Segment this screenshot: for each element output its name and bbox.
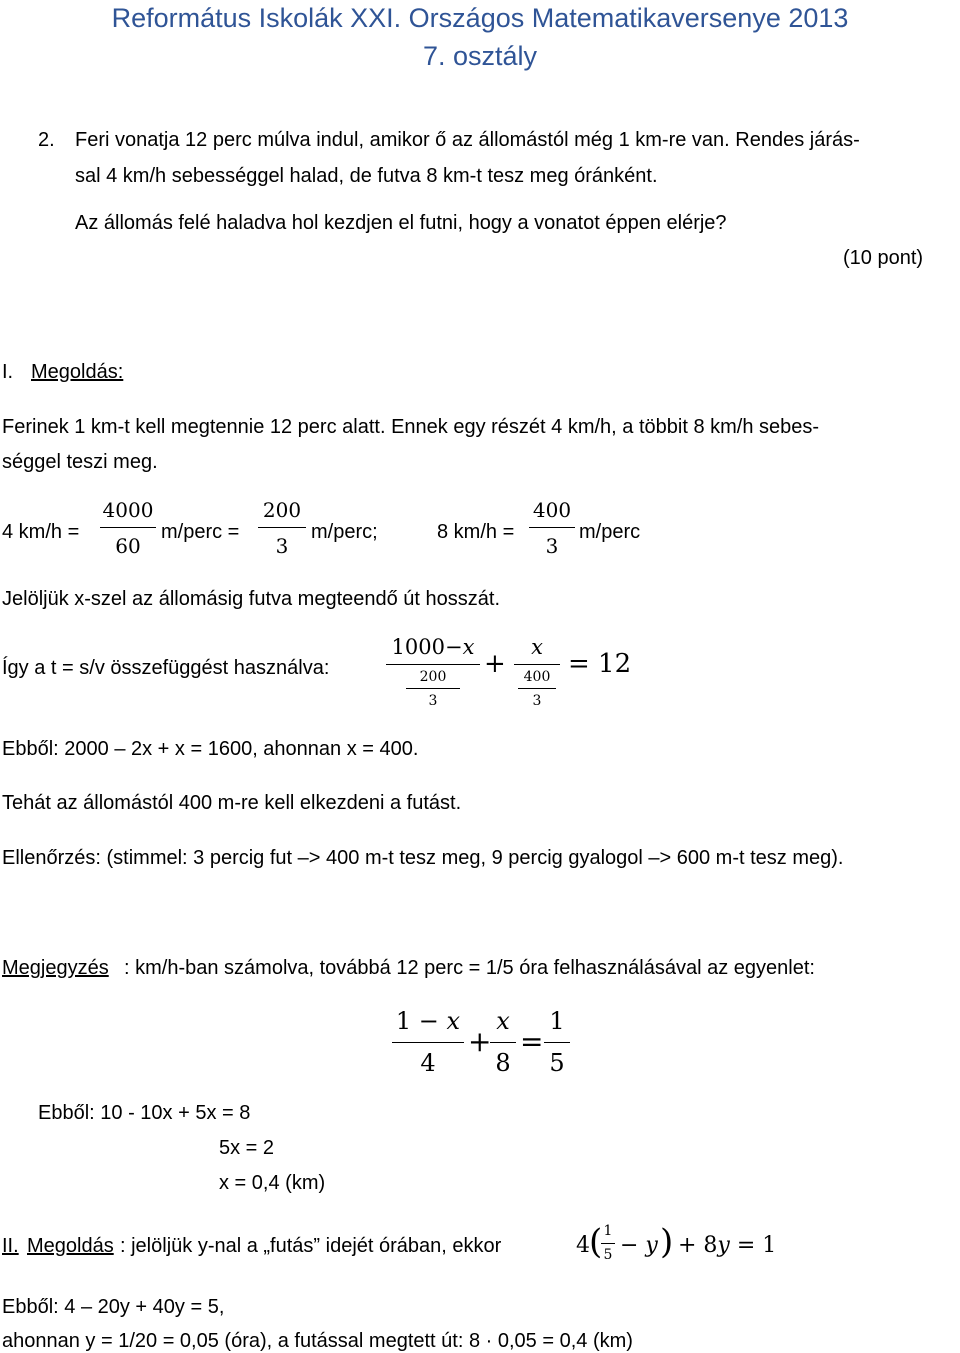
- conv-a-label: 4 km/h =: [2, 521, 80, 543]
- problem-line-1: Feri vonatja 12 perc múlva indul, amikor ő az állomástól még 1 km-re van. Rendes járás-: [75, 129, 860, 151]
- grade-title: 7. osztály: [422, 41, 538, 71]
- fraction-bar: [100, 527, 156, 528]
- conv-b-label: 8 km/h =: [437, 521, 515, 543]
- conclusion-line: Tehát az állomástól 400 m-re kell elkezdeni a futást.: [2, 792, 462, 814]
- conv-a2-denominator: 3: [275, 534, 289, 558]
- note-step-3: x = 0,4 (km): [219, 1172, 326, 1194]
- equation-fraction-1: [386, 634, 480, 714]
- equation-fraction-1-inner-denominator: 3: [428, 693, 438, 709]
- fraction-bar: [258, 527, 306, 528]
- solution-2-fraction-denominator: 5: [603, 1247, 613, 1263]
- equation-fraction-1-inner-numerator: 200: [419, 669, 447, 685]
- problem-number: 2.: [38, 129, 55, 151]
- check-line: Ellenőrzés: (stimmel: 3 percig fut –> 400 m-t tesz meg, 9 percig gyalogol –> 600 m-t tesz meg).: [2, 847, 844, 869]
- note-fraction-1-numerator: 1 − 𝑥: [395, 1007, 461, 1035]
- solution-2-fraction-numerator: 1: [603, 1223, 613, 1239]
- conv-b-fraction: [529, 498, 575, 564]
- conv-a-fraction: [100, 498, 156, 564]
- fraction-bar: [386, 664, 480, 665]
- note-fraction-2-numerator: 𝑥: [496, 1007, 510, 1035]
- equation-rhs: = 12: [568, 649, 632, 679]
- equation-intro: Így a t = s/v összefüggést használva:: [2, 657, 330, 679]
- solution-1-para-line-1: Ferinek 1 km-t kell megtennie 12 perc alatt. Ennek egy részét 4 km/h, a többit 8 km/h sebes-: [2, 416, 820, 438]
- solution-2-heading: Megoldás: [27, 1235, 114, 1257]
- fraction-bar: [392, 1042, 464, 1043]
- solution-1-para-line-2: séggel teszi meg.: [2, 451, 158, 473]
- result-line: Ebből: 2000 – 2x + x = 1600, ahonnan x = 400.: [2, 738, 419, 760]
- conv-a-denominator: 60: [115, 534, 141, 558]
- note-step-2: 5x = 2: [219, 1137, 275, 1159]
- conv-b-denominator: 3: [545, 534, 559, 558]
- note-fraction-1: [392, 1006, 464, 1080]
- conv-a2-fraction: [258, 498, 306, 564]
- solution-2-fraction: [601, 1222, 615, 1268]
- note-label: Megjegyzés: [2, 957, 109, 979]
- equation-fraction-2-inner-denominator: 3: [532, 693, 542, 709]
- fraction-bar: [406, 688, 460, 689]
- problem-line-3: Az állomás felé haladva hol kezdjen el futni, hogy a vonatot éppen elérje?: [75, 212, 727, 234]
- solution-2-left-paren: (: [589, 1222, 603, 1262]
- note-equation-plus: +: [468, 1025, 492, 1058]
- note-fraction-3-denominator: 5: [549, 1049, 565, 1077]
- solution-2-text: : jelöljük y-nal a „futás” idejét órában, ekkor: [120, 1235, 502, 1257]
- conv-a2-numerator: 200: [262, 498, 302, 522]
- note-equation-equals: =: [520, 1025, 544, 1058]
- note-fraction-2: [490, 1006, 516, 1080]
- solution-2-line-2: ahonnan y = 1/20 = 0,05 (óra), a futással megtett út: 8 · 0,05 = 0,4 (km): [2, 1330, 633, 1352]
- let-x-line: Jelöljük x-szel az állomásig futva megteendő út hosszát.: [2, 588, 501, 610]
- note-fraction-1-denominator: 4: [420, 1049, 436, 1077]
- problem-points: (10 pont): [843, 247, 924, 269]
- fraction-bar: [544, 1042, 570, 1043]
- solution-2-minus-y: − 𝑦: [620, 1233, 658, 1258]
- note-step-1: Ebből: 10 - 10x + 5x = 8: [38, 1102, 251, 1124]
- note-fraction-3: [544, 1006, 570, 1080]
- contest-title: Református Iskolák XXI. Országos Matematikaversenye 2013: [111, 3, 849, 33]
- conv-b-unit: m/perc: [579, 521, 641, 543]
- fraction-bar: [490, 1042, 516, 1043]
- equation-fraction-2-inner-numerator: 400: [523, 669, 551, 685]
- solution-2-equation-rest: + 8𝑦 = 1: [678, 1233, 777, 1258]
- fraction-bar: [518, 688, 556, 689]
- solution-1-heading: Megoldás:: [31, 361, 124, 383]
- solution-2-coefficient: 4: [576, 1233, 590, 1258]
- solution-1-roman: I.: [2, 361, 14, 383]
- solution-2-line-1: Ebből: 4 – 20y + 40y = 5,: [2, 1296, 225, 1318]
- fraction-bar: [514, 664, 560, 665]
- note-text: : km/h-ban számolva, továbbá 12 perc = 1/5 óra felhasználásával az egyenlet:: [124, 957, 815, 979]
- note-fraction-3-numerator: 1: [549, 1007, 565, 1035]
- conv-a2-unit: m/perc;: [311, 521, 378, 543]
- fraction-bar: [529, 527, 575, 528]
- fraction-bar: [601, 1243, 615, 1244]
- conv-a-numerator: 4000: [102, 498, 154, 522]
- problem-line-2: sal 4 km/h sebességgel halad, de futva 8 km-t tesz meg óránként.: [75, 165, 658, 187]
- solution-2-roman: II.: [2, 1235, 19, 1257]
- conv-a-mid: m/perc =: [161, 521, 240, 543]
- solution-2-right-paren: ): [660, 1222, 674, 1262]
- equation-fraction-2: [514, 634, 560, 714]
- note-fraction-2-denominator: 8: [495, 1049, 511, 1077]
- conv-b-numerator: 400: [532, 498, 572, 522]
- equation-fraction-2-numerator: 𝑥: [531, 635, 543, 659]
- equation-plus: +: [484, 649, 506, 679]
- equation-fraction-1-numerator: 1000−𝑥: [391, 635, 475, 659]
